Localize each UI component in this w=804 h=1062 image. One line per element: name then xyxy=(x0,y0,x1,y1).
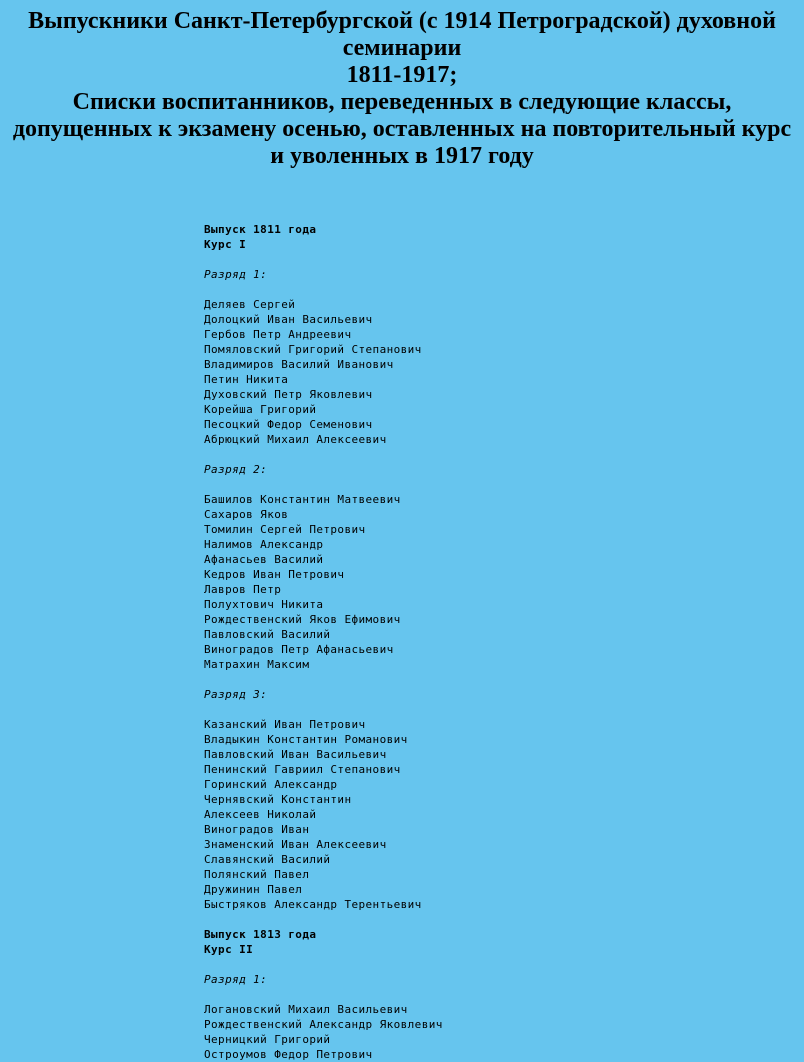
graduates-listing xyxy=(204,222,443,1062)
student-name: Владыкин Константин Романович xyxy=(204,733,408,746)
student-name: Матрахин Максим xyxy=(204,658,310,671)
blank-line xyxy=(204,252,443,267)
student-name: Черницкий Григорий xyxy=(204,1033,331,1046)
rank-heading: Разряд 2: xyxy=(204,463,268,476)
blank-line xyxy=(204,282,443,297)
student-name: Казанский Иван Петрович xyxy=(204,718,366,731)
student-name: Кедров Иван Петрович xyxy=(204,568,345,581)
blank-line xyxy=(204,447,443,462)
student-name: Павловский Иван Васильевич xyxy=(204,748,387,761)
rank-heading: Разряд 3: xyxy=(204,688,268,701)
course-heading: Курс II xyxy=(204,943,254,956)
page-header xyxy=(0,0,804,170)
rank-heading: Разряд 1: xyxy=(204,268,268,281)
student-name: Дружинин Павел xyxy=(204,883,303,896)
student-name: Гербов Петр Андреевич xyxy=(204,328,352,341)
student-name: Павловский Василий xyxy=(204,628,331,641)
student-name: Пенинский Гавриил Степанович xyxy=(204,763,401,776)
student-name: Долоцкий Иван Васильевич xyxy=(204,313,373,326)
student-name: Логановский Михаил Васильевич xyxy=(204,1003,408,1016)
student-name: Полухтович Никита xyxy=(204,598,324,611)
student-name: Духовский Петр Яковлевич xyxy=(204,388,373,401)
student-name: Быстряков Александр Терентьевич xyxy=(204,898,422,911)
student-name: Помяловский Григорий Степанович xyxy=(204,343,422,356)
student-name: Чернявский Константин xyxy=(204,793,352,806)
student-name: Виноградов Петр Афанасьевич xyxy=(204,643,394,656)
student-name: Лавров Петр xyxy=(204,583,282,596)
student-name: Петин Никита xyxy=(204,373,289,386)
student-name: Сахаров Яков xyxy=(204,508,289,521)
page-subtitle-line-3: и уволенных в 1917 году xyxy=(270,143,534,169)
student-name: Томилин Сергей Петрович xyxy=(204,523,366,536)
page-subtitle-line-1: Списки воспитанников, переведенных в следующие классы, xyxy=(72,89,732,115)
student-name: Песоцкий Федор Семенович xyxy=(204,418,373,431)
blank-line xyxy=(204,477,443,492)
student-name: Остроумов Федор Петрович xyxy=(204,1048,373,1061)
student-name: Полянский Павел xyxy=(204,868,310,881)
student-name: Корейша Григорий xyxy=(204,403,317,416)
student-name: Горинский Александр xyxy=(204,778,338,791)
student-name: Славянский Василий xyxy=(204,853,331,866)
blank-line xyxy=(204,672,443,687)
student-name: Алексеев Николай xyxy=(204,808,317,821)
student-name: Владимиров Василий Иванович xyxy=(204,358,394,371)
release-heading: Выпуск 1813 года xyxy=(204,928,317,941)
blank-line xyxy=(204,912,443,927)
blank-line xyxy=(204,702,443,717)
student-name: Виноградов Иван xyxy=(204,823,310,836)
page-title-line-2: семинарии xyxy=(342,35,462,61)
student-name: Афанасьев Василий xyxy=(204,553,324,566)
student-name: Абрюцкий Михаил Алексеевич xyxy=(204,433,387,446)
student-name: Деляев Сергей xyxy=(204,298,296,311)
student-name: Знаменский Иван Алексеевич xyxy=(204,838,387,851)
page-subtitle-line-2: допущенных к экзамену осенью, оставленных на повторительный курс xyxy=(12,116,792,142)
release-heading: Выпуск 1811 года xyxy=(204,223,317,236)
student-name: Башилов Константин Матвеевич xyxy=(204,493,401,506)
student-name: Рождественский Александр Яковлевич xyxy=(204,1018,443,1031)
rank-heading: Разряд 1: xyxy=(204,973,268,986)
student-name: Налимов Александр xyxy=(204,538,324,551)
blank-line xyxy=(204,987,443,1002)
course-heading: Курс I xyxy=(204,238,247,251)
student-name: Рождественский Яков Ефимович xyxy=(204,613,401,626)
blank-line xyxy=(204,957,443,972)
page-title-line-1: Выпускники Санкт-Петербургской (с 1914 Петроградской) духовной xyxy=(28,8,776,34)
page-title-years: 1811-1917; xyxy=(346,62,458,88)
